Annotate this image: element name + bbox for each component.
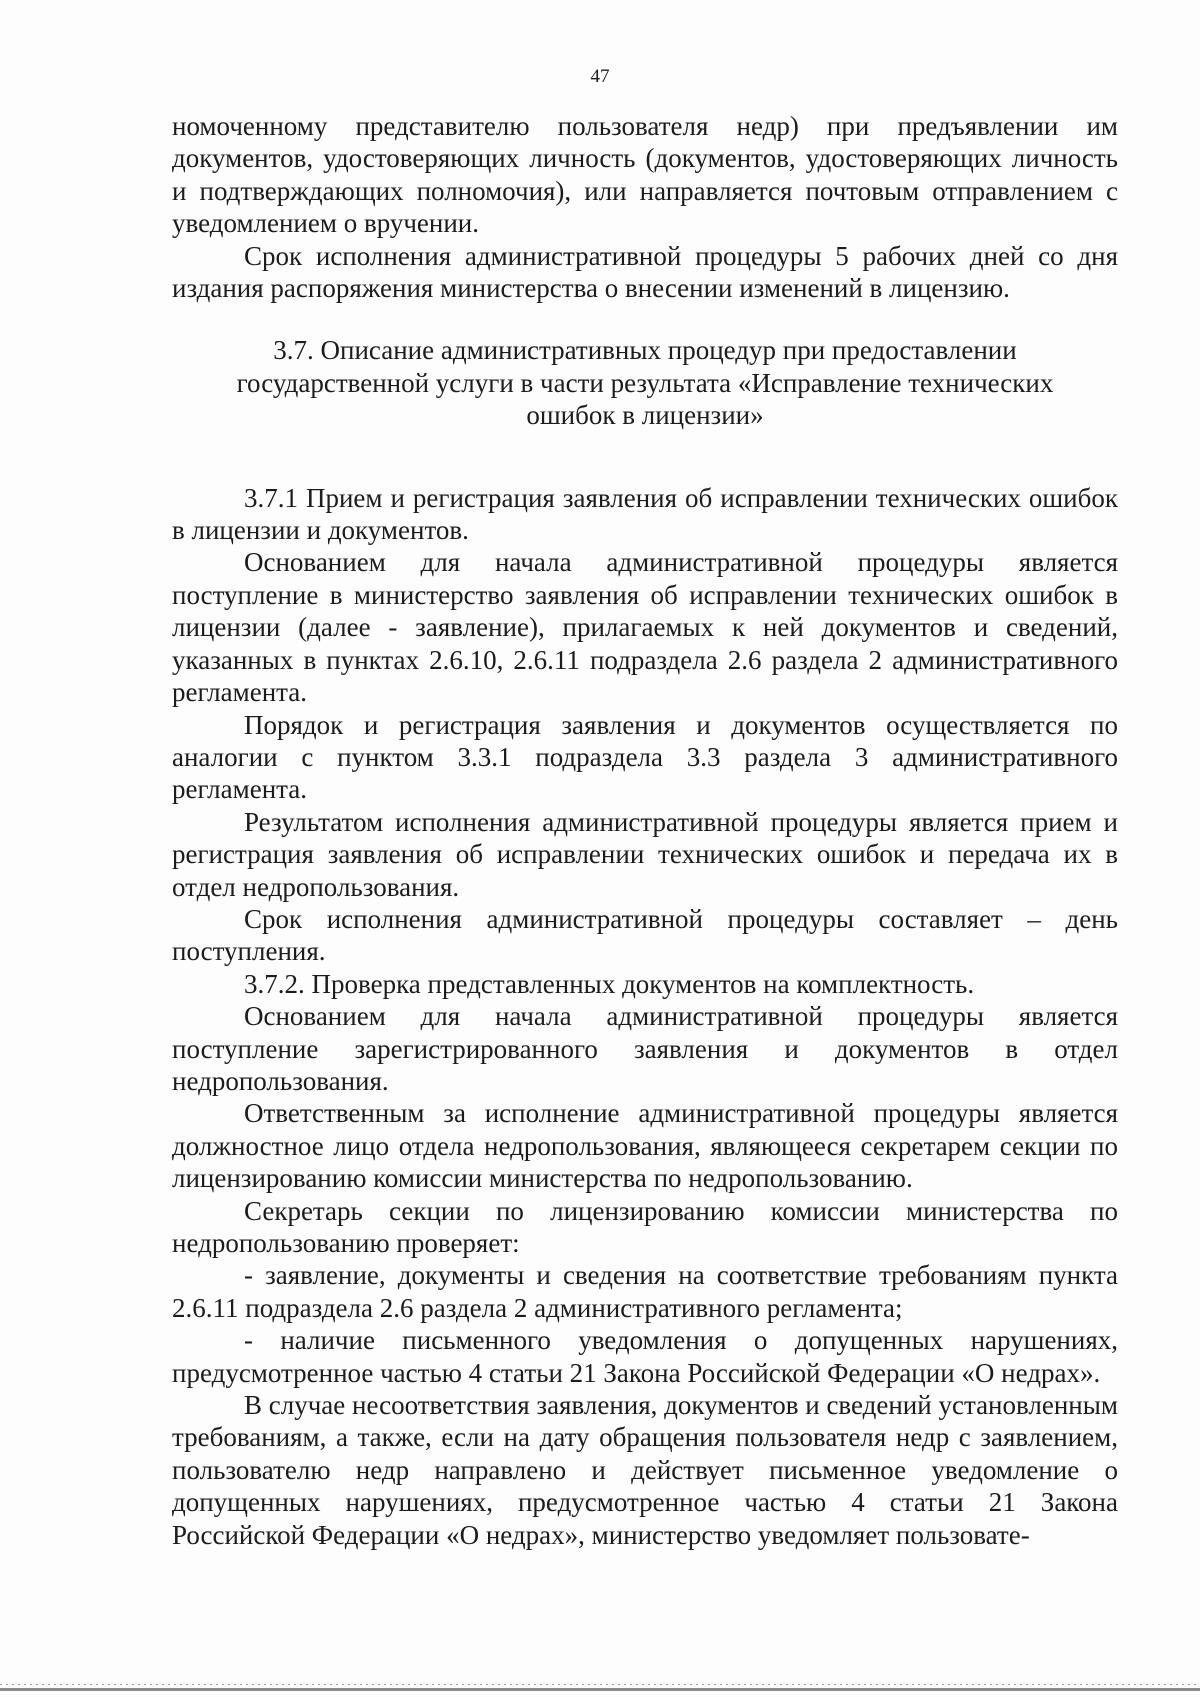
- scan-edge-dots: [0, 1684, 1200, 1685]
- paragraph-secretary-checks: Секретарь секции по лицензированию комиссии министерства по недропользованию проверяет:: [172, 1195, 1118, 1258]
- paragraph-responsible: Ответственным за исполнение административной процедуры является должностное лицо отдела недропользования, являющееся секретарем секции по лицензированию комиссии министерства по недропользованию.: [172, 1098, 1118, 1194]
- paragraph-3-7-2: 3.7.2. Проверка представленных документов на комплектность.: [244, 968, 975, 999]
- list-item-compliance: - заявление, документы и сведения на соответствие требованиям пункта 2.6.11 подраздела 2.6 раздела 2 административного регламента;: [172, 1260, 1118, 1323]
- paragraph-deadline: Срок исполнения административной процедуры 5 рабочих дней со дня издания распоряжения министерства о внесении изменений в лицензию.: [172, 240, 1118, 304]
- paragraph-result: Результатом исполнения административной процедуры является прием и регистрация заявления об исправлении технических ошибок и передача их в отдел недропользования.: [172, 806, 1118, 902]
- document-body: [172, 110, 1118, 1551]
- paragraph-3-7-1: 3.7.1 Прием и регистрация заявления об исправлении технических ошибок в лицензии и документов.: [172, 482, 1118, 546]
- page-number: 47: [590, 66, 610, 87]
- paragraph-registration-order: Порядок и регистрация заявления и документов осуществляется по аналогии с пунктом 3.3.1 подраздела 3.3 раздела 3 административного регламента.: [172, 709, 1118, 805]
- paragraph-noncompliance: В случае несоответствия заявления, документов и сведений установленным требованиям, а также, если на дату обращения пользователя недр с заявлением, пользователю недр направлено и действует письменное уведомление о допущенных нарушениях, предусмотренное частью 4 статьи 21 Закона Российской Федерации «О недрах», министерство уведомляет пользовате-: [172, 1390, 1118, 1550]
- paragraph-continuation: номоченному представителю пользователя недр) при предъявлении им документов, удостоверяющих личность (документов, удостоверяющих личность и подтверждающих полномочия), или направляется почтовым отправлением с уведомлением о вручении.: [172, 111, 1118, 239]
- section-heading-3-7: 3.7. Описание административных процедур при предоставлении государственной услуги в части результата «Исправление технических ошибок в лицензии»: [236, 335, 1054, 431]
- paragraph-basis-start: Основанием для начала административной процедуры является поступление в министерство заявления об исправлении технических ошибок в лицензии (далее - заявление), прилагаемых к ней документов и сведений, указанных в пунктах 2.6.10, 2.6.11 подраздела 2.6 раздела 2 административного регламента.: [172, 547, 1118, 708]
- paragraph-term: Срок исполнения административной процедуры составляет – день поступления.: [172, 903, 1118, 967]
- scan-edge-line: [0, 1688, 1200, 1691]
- paragraph-basis-check: Основанием для начала административной процедуры является поступление зарегистрированного заявления и документов в отдел недропользования.: [172, 1001, 1118, 1096]
- list-item-notification: - наличие письменного уведомления о допущенных нарушениях, предусмотренное частью 4 статьи 21 Закона Российской Федерации «О недрах».: [172, 1325, 1118, 1388]
